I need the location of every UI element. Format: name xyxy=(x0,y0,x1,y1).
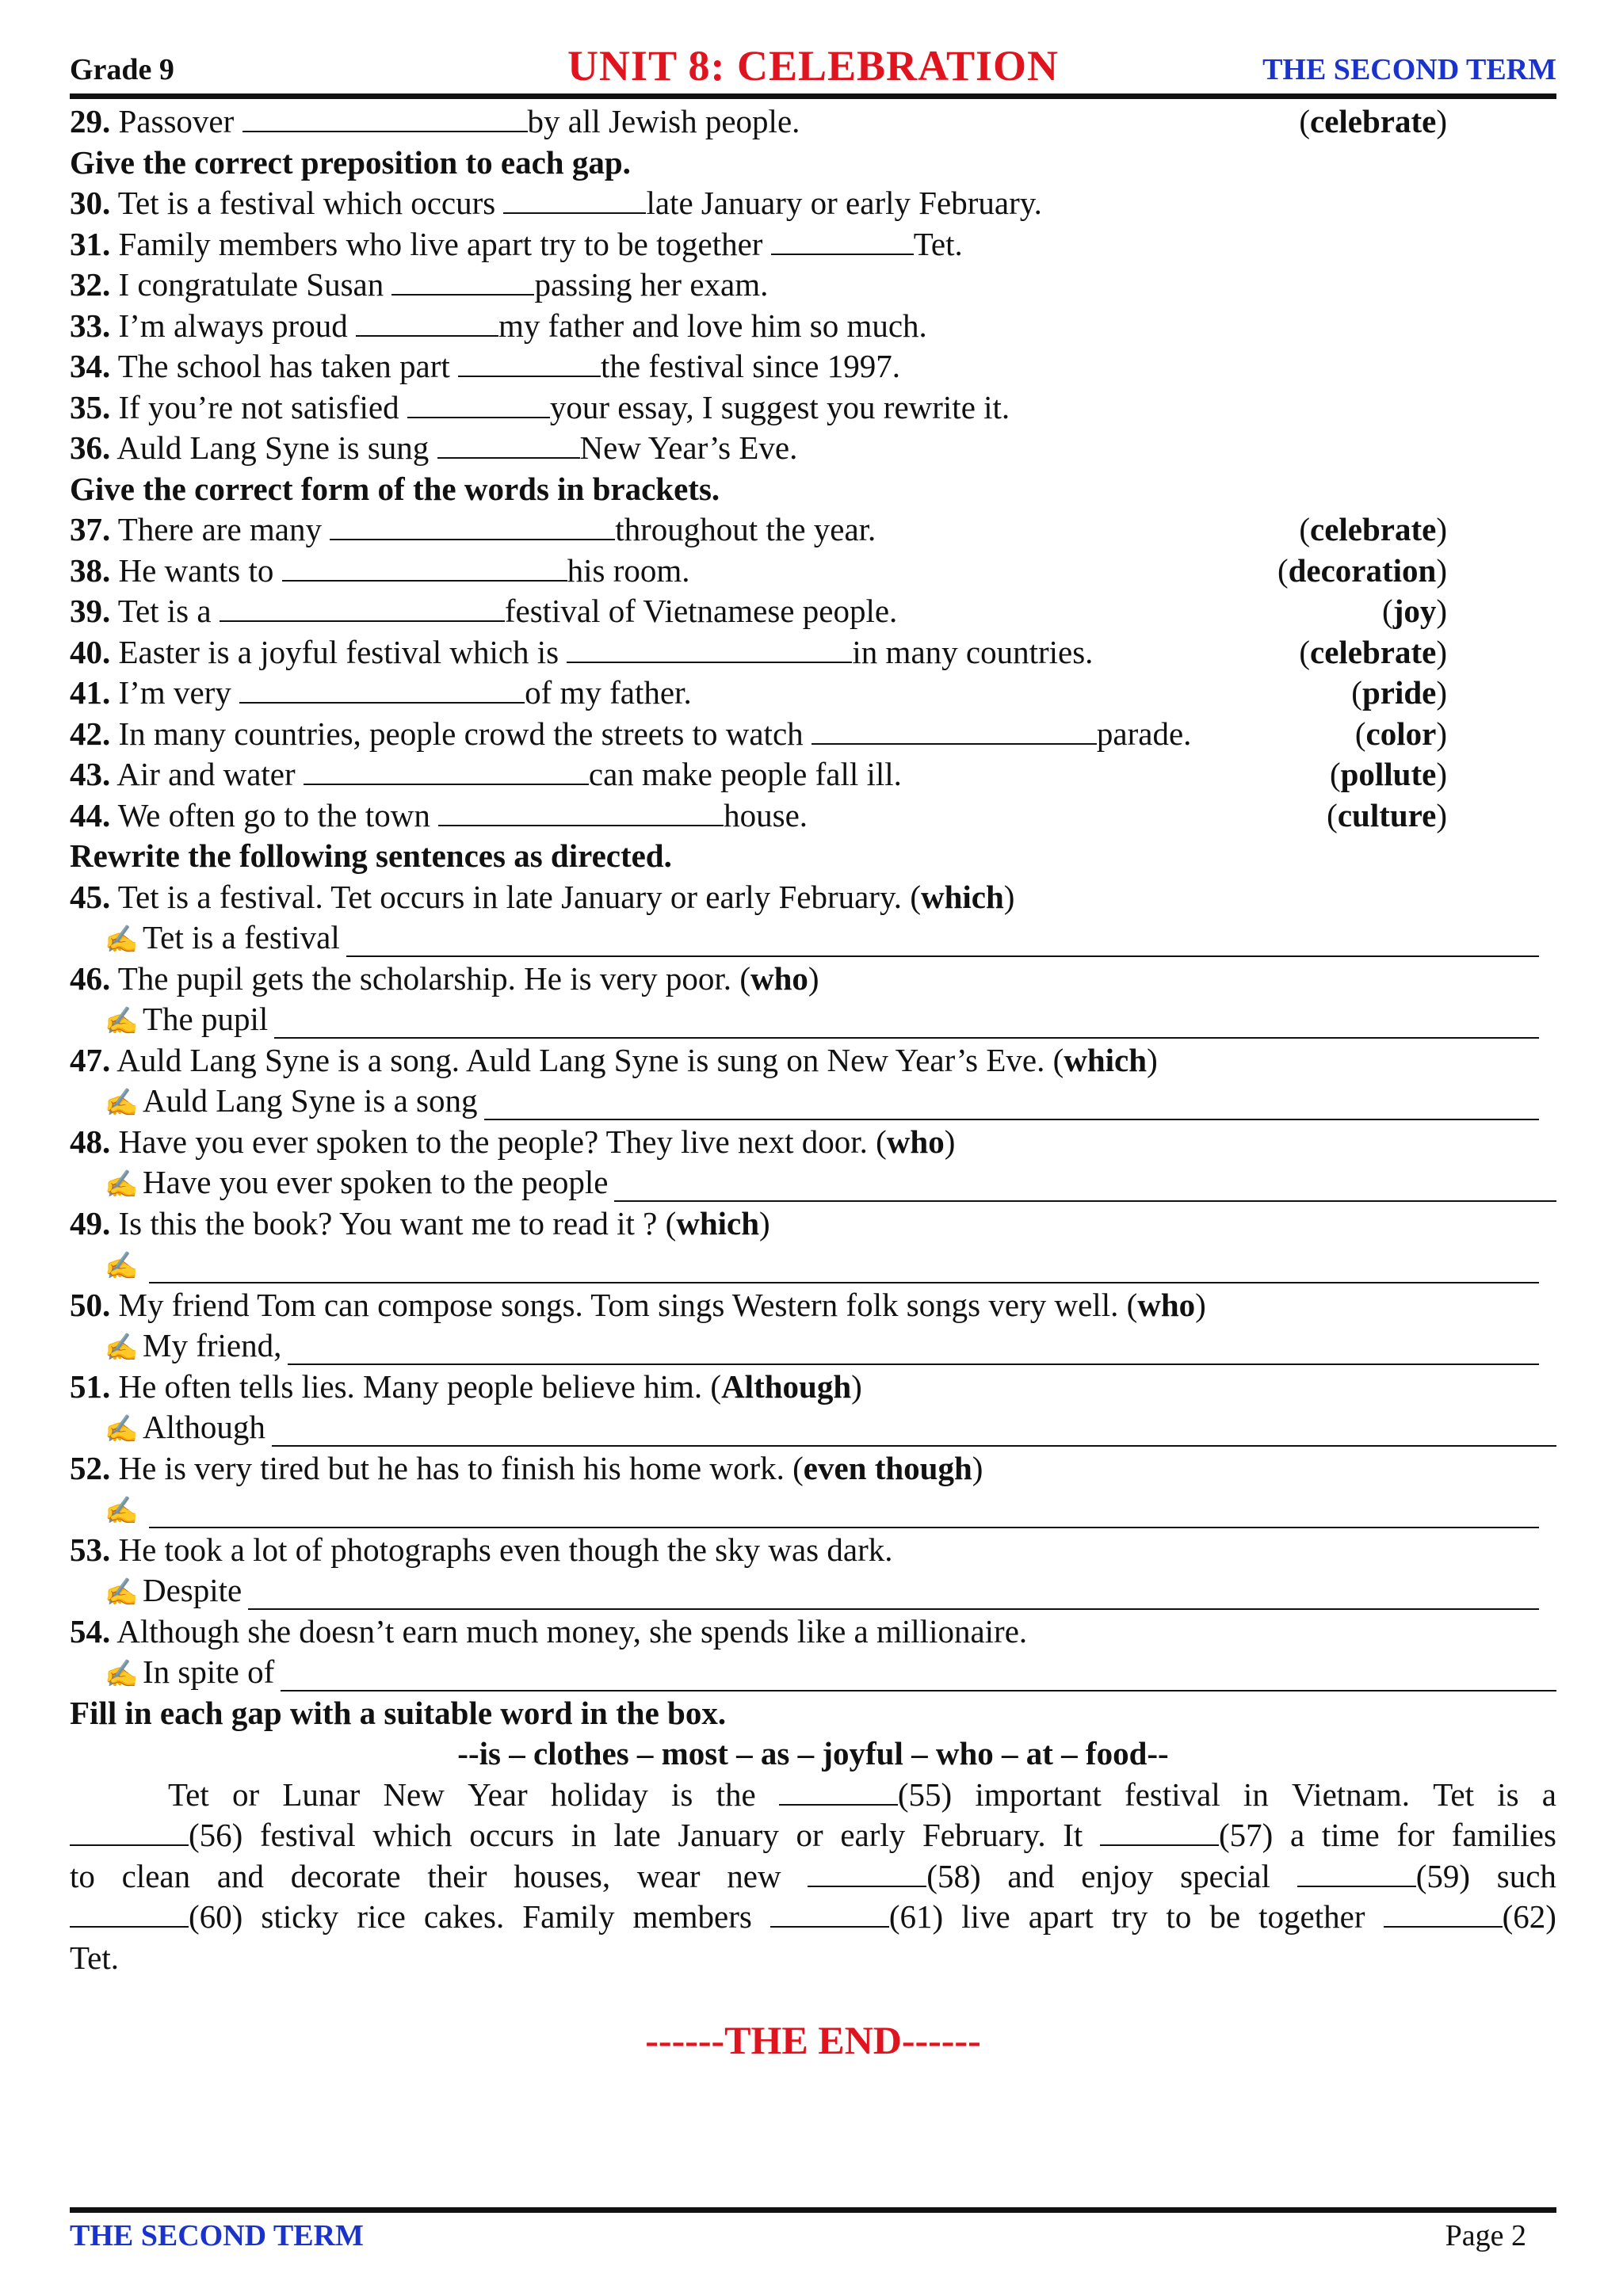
rewrite-hint: which xyxy=(920,878,1004,915)
question-text-before: Tet is a festival which occurs xyxy=(117,185,504,221)
rewrite-sentence: Is this the book? You want me to read it ? xyxy=(118,1204,658,1241)
gap-number: (59) xyxy=(1415,1857,1470,1894)
cloze-passage xyxy=(70,1775,1556,1979)
section-instruction: Rewrite the following sentences as directed. xyxy=(70,837,672,874)
pencil-icon: ✍ xyxy=(105,1415,139,1444)
pencil-icon: ✍ xyxy=(105,925,139,955)
answer-prompt: Have you ever spoken to the people xyxy=(143,1164,609,1200)
rewrite-item: 47. Auld Lang Syne is a song. Auld Lang Syne is sung on New Year’s Eve. (which) xyxy=(70,1041,1158,1078)
word-hint: (color) xyxy=(1354,715,1447,752)
rewrite-item: 51. He often tells lies. Many people believe him. (Although) xyxy=(70,1367,862,1405)
passage-word: special xyxy=(1180,1857,1270,1894)
passage-word: Year xyxy=(468,1775,528,1813)
section-instruction: Give the correct form of the words in brackets. xyxy=(70,470,720,507)
passage-line xyxy=(70,1815,1556,1856)
passage-word: members xyxy=(632,1898,752,1935)
question-number: 42. xyxy=(70,715,111,752)
passage-gap[interactable] xyxy=(1100,1816,1219,1846)
answer-prompt: Although xyxy=(143,1409,265,1445)
rewrite-item: 50. My friend Tom can compose songs. Tom sings Western folk songs very well. (who) xyxy=(70,1286,1206,1323)
answer-blank[interactable] xyxy=(330,510,615,540)
question-number: 30. xyxy=(70,185,111,221)
answer-line[interactable] xyxy=(70,1244,1556,1285)
question-text-after: festival of Vietnamese people. xyxy=(504,593,898,629)
question-number: 37. xyxy=(70,511,111,547)
pencil-icon: ✍ xyxy=(105,1252,139,1281)
question-text-after: can make people fall ill. xyxy=(588,756,902,792)
question-number: 39. xyxy=(70,593,111,629)
rewrite-item: 49. Is this the book? You want me to read it ? (which) xyxy=(70,1204,770,1241)
question-item xyxy=(70,428,1556,469)
passage-word: February. xyxy=(922,1817,1046,1853)
question-number: 54. xyxy=(70,1612,111,1650)
footer-divider xyxy=(70,2207,1556,2213)
passage-word: or xyxy=(231,1775,260,1813)
gap-number: (60) xyxy=(189,1898,243,1935)
passage-gap[interactable] xyxy=(808,1857,926,1887)
passage-word: the xyxy=(716,1775,756,1813)
answer-blank[interactable] xyxy=(239,673,525,704)
answer-blank[interactable] xyxy=(771,225,914,255)
question-number: 52. xyxy=(70,1449,111,1486)
question-text-after: throughout the year. xyxy=(615,511,876,547)
question-text-before: Easter is a joyful festival which is xyxy=(118,633,567,670)
passage-word: to xyxy=(1166,1898,1192,1935)
question-item xyxy=(70,754,1556,795)
rewrite-hint: who xyxy=(750,959,808,997)
passage-word: early xyxy=(840,1817,906,1853)
term-label: THE SECOND TERM xyxy=(1262,53,1556,86)
passage-word: new xyxy=(727,1857,781,1894)
gap-number: (55) xyxy=(897,1775,953,1813)
question-number: 41. xyxy=(70,674,111,711)
rewrite-item: 52. He is very tired but he has to finish his home work. (even though) xyxy=(70,1449,983,1486)
answer-line[interactable] xyxy=(70,1652,1556,1693)
gap-group xyxy=(1297,1856,1470,1897)
rewrite-sentence: Although she doesn’t earn much money, she spends like a millionaire. xyxy=(116,1612,1028,1650)
passage-word: together xyxy=(1258,1898,1365,1935)
passage-word: a xyxy=(1289,1817,1305,1853)
passage-word: sticky xyxy=(261,1898,339,1935)
answer-writing-line[interactable] xyxy=(272,1445,1556,1447)
question-number: 36. xyxy=(70,429,111,466)
word-hint-text: color xyxy=(1365,715,1437,752)
pencil-icon: ✍ xyxy=(105,1007,139,1036)
pencil-icon: ✍ xyxy=(105,1089,139,1118)
question-number: 47. xyxy=(70,1041,111,1078)
passage-word: January xyxy=(678,1817,779,1853)
question-item xyxy=(70,306,1556,347)
passage-word: New xyxy=(383,1775,445,1813)
rewrite-hint: who xyxy=(886,1123,945,1160)
question-number: 51. xyxy=(70,1367,111,1405)
passage-word: is xyxy=(1497,1775,1519,1813)
word-hint: (celebrate) xyxy=(1299,633,1447,670)
section-instruction: Give the correct preposition to each gap. xyxy=(70,143,631,181)
passage-word: Tet xyxy=(1433,1775,1474,1813)
question-text-before: We often go to the town xyxy=(117,796,439,833)
passage-word: to xyxy=(70,1857,95,1894)
gap-group xyxy=(1100,1815,1273,1856)
passage-word: time xyxy=(1321,1817,1380,1853)
passage-word: be xyxy=(1209,1898,1241,1935)
question-item xyxy=(70,795,1556,837)
passage-line xyxy=(70,1897,1556,1938)
answer-blank[interactable] xyxy=(304,755,589,785)
passage-word: festival xyxy=(259,1817,356,1853)
question-text-after: passing her exam. xyxy=(534,266,769,303)
answer-line[interactable] xyxy=(70,1325,1556,1367)
word-hint: (culture) xyxy=(1327,796,1447,833)
question-text-before: Passover xyxy=(118,103,242,139)
word-hint-text: celebrate xyxy=(1310,511,1437,547)
passage-word: enjoy xyxy=(1081,1857,1154,1894)
word-hint: (pride) xyxy=(1351,674,1447,711)
answer-blank[interactable] xyxy=(437,429,580,459)
answer-writing-line[interactable] xyxy=(274,1037,1539,1039)
passage-word: holiday xyxy=(550,1775,648,1813)
question-item xyxy=(70,673,1556,714)
passage-line xyxy=(70,1856,1556,1897)
passage-word: which xyxy=(372,1817,453,1853)
pencil-icon: ✍ xyxy=(105,1170,139,1199)
passage-gap[interactable] xyxy=(770,1897,889,1928)
question-item xyxy=(70,591,1556,632)
answer-writing-line[interactable] xyxy=(288,1363,1539,1365)
question-number: 38. xyxy=(70,551,111,589)
answer-prompt: In spite of xyxy=(143,1653,275,1690)
answer-writing-line[interactable] xyxy=(614,1200,1556,1202)
header-divider xyxy=(70,93,1556,99)
question-number: 50. xyxy=(70,1286,111,1323)
answer-writing-line[interactable] xyxy=(149,1527,1539,1528)
word-hint: (decoration) xyxy=(1277,551,1447,589)
unit-title: UNIT 8: CELEBRATION xyxy=(567,42,1060,90)
passage-word: rice xyxy=(357,1898,406,1935)
pencil-icon: ✍ xyxy=(105,1333,139,1363)
question-text-before: I’m always proud xyxy=(118,307,356,344)
passage-word: in xyxy=(571,1817,597,1853)
question-number: 49. xyxy=(70,1204,111,1241)
passage-word: families xyxy=(1451,1817,1556,1853)
question-item xyxy=(70,714,1556,755)
word-hint-text: culture xyxy=(1337,796,1437,833)
answer-blank[interactable] xyxy=(812,715,1097,745)
rewrite-sentence: He is very tired but he has to finish his home work. xyxy=(118,1449,785,1486)
question-item xyxy=(70,632,1556,673)
question-text-after: his room. xyxy=(567,551,690,589)
question-number: 34. xyxy=(70,348,111,384)
answer-line[interactable] xyxy=(70,917,1556,959)
page-header xyxy=(70,41,1556,92)
word-hint-text: celebrate xyxy=(1310,633,1437,670)
answer-prompt: The pupil xyxy=(143,1001,269,1037)
answer-line[interactable] xyxy=(70,1081,1556,1122)
answer-blank[interactable] xyxy=(356,307,498,337)
question-item xyxy=(70,551,1556,592)
passage-word: late xyxy=(613,1817,661,1853)
passage-word: is xyxy=(671,1775,693,1813)
passage-word: occurs xyxy=(469,1817,555,1853)
answer-prompt: My friend, xyxy=(143,1327,282,1363)
rewrite-hint: even though xyxy=(803,1449,972,1486)
answer-writing-line[interactable] xyxy=(149,1282,1539,1283)
question-item xyxy=(70,265,1556,306)
question-text-before: Tet is a xyxy=(117,593,220,629)
answer-prompt: Despite xyxy=(143,1572,242,1608)
passage-word: apart xyxy=(1028,1898,1094,1935)
answer-writing-line[interactable] xyxy=(281,1690,1556,1691)
question-text-before: I congratulate Susan xyxy=(118,266,392,303)
passage-gap[interactable] xyxy=(70,1897,189,1928)
question-text-before: Family members who live apart try to be together xyxy=(118,225,771,262)
passage-word: Tet. xyxy=(70,1939,120,1976)
rewrite-hint: which xyxy=(1064,1041,1148,1078)
grade-label: Grade 9 xyxy=(70,53,174,86)
word-hint: (celebrate) xyxy=(1299,103,1447,139)
pencil-icon: ✍ xyxy=(105,1578,139,1608)
word-hint: (pollute) xyxy=(1329,756,1447,792)
question-number: 35. xyxy=(70,388,111,425)
question-text-before: I’m very xyxy=(118,674,240,711)
gap-group xyxy=(70,1815,242,1856)
rewrite-hint: which xyxy=(676,1204,760,1241)
passage-word: their xyxy=(427,1857,487,1894)
the-end-label: ------THE END------ xyxy=(645,2018,981,2062)
question-text-after: in many countries. xyxy=(852,633,1094,670)
question-number: 53. xyxy=(70,1531,111,1568)
gap-number: (56) xyxy=(189,1817,243,1853)
question-item xyxy=(70,387,1556,429)
question-text-before: There are many xyxy=(117,511,330,547)
rewrite-hint: who xyxy=(1137,1286,1196,1323)
question-text-after: New Year’s Eve. xyxy=(579,429,798,466)
gap-group xyxy=(808,1856,980,1897)
passage-word: festival xyxy=(1125,1775,1220,1813)
gap-number: (62) xyxy=(1502,1898,1556,1935)
answer-blank[interactable] xyxy=(407,388,550,418)
question-number: 33. xyxy=(70,307,111,344)
answer-line[interactable] xyxy=(70,1407,1556,1448)
question-text-after: parade. xyxy=(1096,715,1192,752)
passage-word: such xyxy=(1496,1857,1556,1894)
answer-line[interactable] xyxy=(70,1570,1556,1611)
page-number: Page 2 xyxy=(1445,2219,1526,2252)
rewrite-sentence: Auld Lang Syne is a song. Auld Lang Syne is sung on New Year’s Eve. xyxy=(116,1041,1045,1078)
passage-word: a xyxy=(1541,1775,1556,1813)
question-item xyxy=(70,183,1556,224)
question-item xyxy=(70,346,1556,387)
answer-writing-line[interactable] xyxy=(484,1119,1539,1120)
question-number: 46. xyxy=(70,959,111,997)
answer-blank[interactable] xyxy=(220,592,505,622)
question-text-after: house. xyxy=(724,796,808,833)
passage-gap[interactable] xyxy=(1297,1857,1416,1887)
answer-blank[interactable] xyxy=(503,184,646,214)
question-number: 48. xyxy=(70,1123,111,1160)
footer-term-label: THE SECOND TERM xyxy=(70,2219,364,2252)
question-text-before: Auld Lang Syne is sung xyxy=(116,429,437,466)
question-text-before: He wants to xyxy=(118,551,282,589)
rewrite-sentence: Tet is a festival. Tet occurs in late January or early February. xyxy=(117,878,903,915)
answer-blank[interactable] xyxy=(438,796,724,826)
passage-word: in xyxy=(1243,1775,1269,1813)
passage-word: try xyxy=(1111,1898,1148,1935)
rewrite-sentence: He often tells lies. Many people believe him. xyxy=(118,1367,703,1405)
answer-writing-line[interactable] xyxy=(248,1608,1539,1610)
rewrite-item: 46. The pupil gets the scholarship. He is very poor. (who) xyxy=(70,959,819,997)
passage-word: live xyxy=(961,1898,1010,1935)
gap-number: (58) xyxy=(926,1857,981,1894)
rewrite-item xyxy=(70,1611,1556,1653)
answer-blank[interactable] xyxy=(567,633,852,663)
question-text-before: The school has taken part xyxy=(117,348,458,384)
question-text-after: your essay, I suggest you rewrite it. xyxy=(549,388,1010,425)
answer-blank[interactable] xyxy=(458,347,601,377)
word-hint: (joy) xyxy=(1382,593,1447,629)
passage-word: or xyxy=(796,1817,823,1853)
rewrite-sentence: Have you ever spoken to the people? They live next door. xyxy=(118,1123,868,1160)
rewrite-item: 45. Tet is a festival. Tet occurs in late January or early February. (which) xyxy=(70,878,1015,915)
question-number: 40. xyxy=(70,633,111,670)
question-number: 31. xyxy=(70,225,111,262)
word-box: --is – clothes – most – as – joyful – who – at – food-- xyxy=(457,1735,1169,1772)
question-text-before: Air and water xyxy=(116,756,304,792)
answer-writing-line[interactable] xyxy=(346,955,1539,957)
gap-group xyxy=(779,1775,952,1816)
answer-blank[interactable] xyxy=(242,102,528,132)
rewrite-sentence: He took a lot of photographs even though the sky was dark. xyxy=(118,1531,893,1568)
passage-word: and xyxy=(1007,1857,1055,1894)
passage-word: cakes. xyxy=(423,1898,505,1935)
word-hint-text: decoration xyxy=(1288,551,1437,589)
exercise-content xyxy=(70,101,1556,1978)
word-hint-text: pollute xyxy=(1340,756,1437,792)
pencil-icon: ✍ xyxy=(105,1497,139,1526)
question-text-before: In many countries, people crowd the streets to watch xyxy=(118,715,812,752)
passage-word: important xyxy=(975,1775,1102,1813)
answer-blank[interactable] xyxy=(282,551,567,582)
gap-number: (61) xyxy=(888,1898,944,1935)
question-number: 44. xyxy=(70,796,111,833)
rewrite-sentence: The pupil gets the scholarship. He is very poor. xyxy=(117,959,732,997)
answer-line[interactable] xyxy=(70,1489,1556,1530)
question-number: 29. xyxy=(70,103,111,139)
word-hint: (celebrate) xyxy=(1299,511,1447,547)
answer-prompt: Tet is a festival xyxy=(143,919,340,955)
passage-word: for xyxy=(1396,1817,1435,1853)
gap-group xyxy=(70,1897,242,1938)
gap-number: (57) xyxy=(1218,1817,1274,1853)
passage-word: Family xyxy=(522,1898,615,1935)
passage-gap[interactable] xyxy=(1384,1897,1503,1928)
question-number: 32. xyxy=(70,266,111,303)
question-text-after: Tet. xyxy=(913,225,963,262)
word-hint-text: joy xyxy=(1392,593,1437,629)
passage-word: It xyxy=(1063,1817,1083,1853)
word-hint-text: pride xyxy=(1361,674,1437,711)
question-item xyxy=(70,509,1556,551)
question-text-after: my father and love him so much. xyxy=(498,307,927,344)
rewrite-item: 48. Have you ever spoken to the people? They live next door. (who) xyxy=(70,1123,956,1160)
question-item xyxy=(70,224,1556,265)
gap-group xyxy=(770,1897,943,1938)
passage-line xyxy=(70,1938,1556,1979)
question-text-after: the festival since 1997. xyxy=(600,348,900,384)
section-instruction: Fill in each gap with a suitable word in the box. xyxy=(70,1694,727,1731)
rewrite-item xyxy=(70,1530,1556,1571)
passage-gap[interactable] xyxy=(70,1816,189,1846)
passage-word: decorate xyxy=(290,1857,401,1894)
answer-line[interactable] xyxy=(70,999,1556,1040)
word-hint-text: celebrate xyxy=(1310,103,1437,139)
pencil-icon: ✍ xyxy=(105,1660,139,1689)
answer-prompt: Auld Lang Syne is a song xyxy=(143,1082,478,1119)
passage-word: houses, xyxy=(514,1857,611,1894)
question-item xyxy=(70,101,1556,143)
passage-word: wear xyxy=(636,1857,701,1894)
rewrite-hint: Although xyxy=(721,1367,852,1405)
question-text-after: late January or early February. xyxy=(646,185,1042,221)
question-text-after: by all Jewish people. xyxy=(527,103,800,139)
passage-word: Tet xyxy=(168,1775,209,1813)
question-text-after: of my father. xyxy=(525,674,692,711)
passage-word: clean xyxy=(121,1857,191,1894)
answer-line[interactable] xyxy=(70,1162,1556,1203)
passage-line xyxy=(70,1775,1556,1816)
passage-gap[interactable] xyxy=(779,1775,898,1806)
rewrite-sentence: My friend Tom can compose songs. Tom sings Western folk songs very well. xyxy=(118,1286,1119,1323)
passage-word: Lunar xyxy=(282,1775,361,1813)
passage-word: and xyxy=(216,1857,265,1894)
question-number: 45. xyxy=(70,878,111,915)
question-text-before: If you’re not satisfied xyxy=(118,388,407,425)
answer-blank[interactable] xyxy=(391,265,534,296)
passage-word: Vietnam. xyxy=(1292,1775,1410,1813)
question-number: 43. xyxy=(70,756,111,792)
gap-group xyxy=(1384,1897,1556,1938)
